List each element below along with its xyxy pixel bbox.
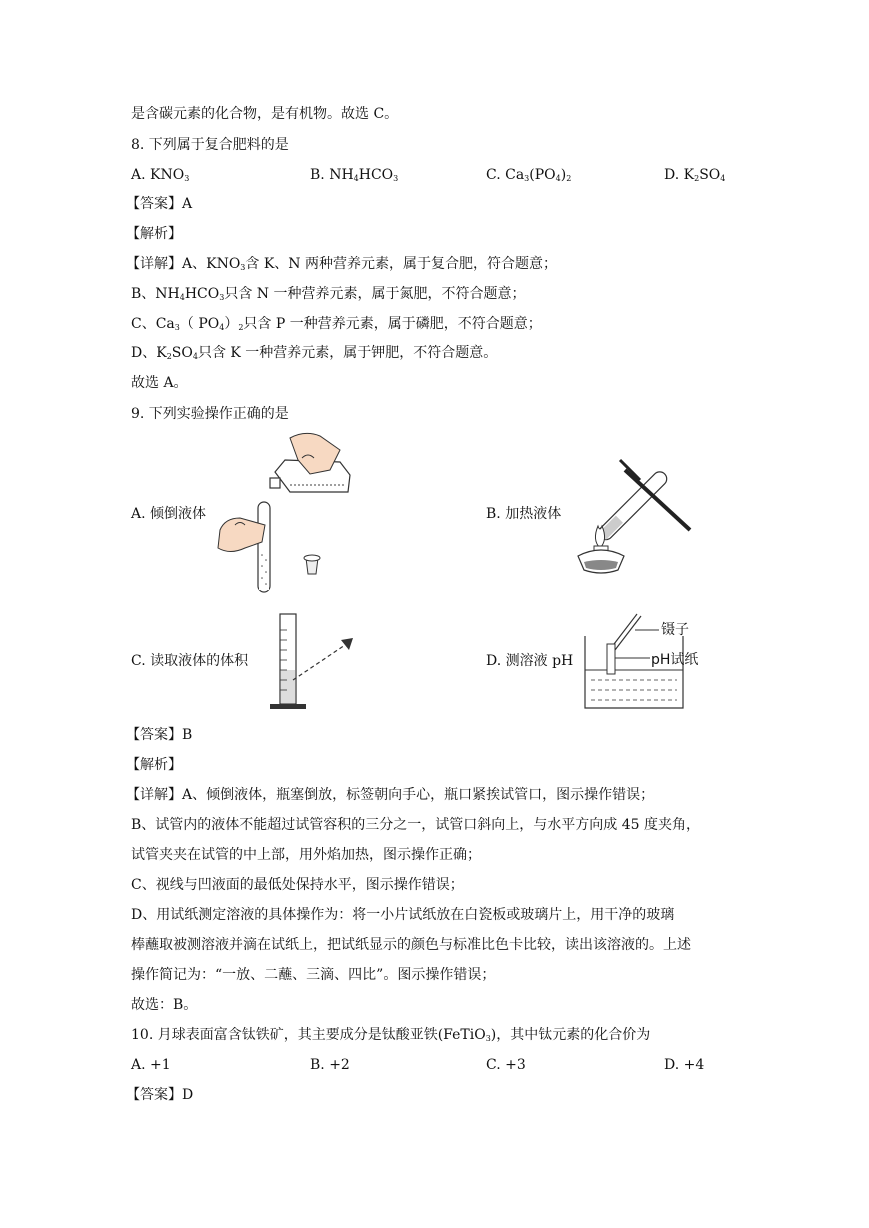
- q9-option-b-label: B. 加热液体: [486, 506, 562, 522]
- ph-paper-label: pH试纸: [651, 652, 699, 668]
- q9-option-c-label: C. 读取液体的体积: [131, 653, 249, 669]
- q9-option-a-label: A. 倾倒液体: [131, 506, 207, 522]
- q8-detail-c: C、$Ca_3$（ $PO_4)_2$只含 P 一种营养元素，属于磷肥，不符合题意；: [131, 316, 542, 332]
- q10-stem: 10. 月球表面富含钛铁矿，其主要成分是钛酸亚铁(FeTiO$_3$)，其中钛元素的化合价为: [131, 1027, 651, 1043]
- q8-stem: 8. 下列属于复合肥料的是: [131, 137, 289, 153]
- intro-line: 是含碳元素的化合物，是有机物。故选 C。: [131, 106, 399, 122]
- q9-detail-d3: 操作简记为：“一放、二蘸、三滴、四比”。图示操作错误；: [131, 967, 496, 983]
- q8-detail-d: D、$K_2SO_4$只含 K 一种营养元素，属于钾肥，不符合题意。: [131, 345, 498, 361]
- q8-detail-b: B、$NH_4HCO_3$只含 N 一种营养元素，属于氮肥，不符合题意；: [131, 286, 526, 302]
- q8-answer: 【答案】A: [126, 196, 193, 212]
- q9-detail-d2: 棒蘸取被测溶液并滴在试纸上，把试纸显示的颜色与标准比色卡比较，读出该溶液的。上述: [131, 937, 691, 953]
- q8-conclusion: 故选 A。: [131, 375, 188, 391]
- q9-detail-a: 【详解】A、倾倒液体，瓶塞倒放，标签朝向手心，瓶口紧挨试管口，图示操作错误；: [126, 787, 655, 803]
- q8-option-a: A. $KNO_3$: [131, 167, 190, 183]
- q9-detail-b2: 试管夹夹在试管的中上部，用外焰加热，图示操作正确；: [131, 847, 481, 863]
- pouring-liquid-figure: [210, 430, 360, 600]
- q9-answer: 【答案】B: [126, 727, 193, 743]
- q9-conclusion: 故选：B。: [131, 997, 198, 1013]
- q10-option-b: B. +2: [310, 1057, 350, 1073]
- reading-volume-figure: [265, 610, 365, 715]
- measure-ph-figure: [575, 608, 715, 718]
- q9-analysis-heading: 【解析】: [126, 757, 182, 773]
- q8-option-b: B. $NH_4HCO_3$: [310, 167, 399, 183]
- q8-option-c: C. $Ca_3(PO_4)_2$: [486, 167, 572, 183]
- heating-liquid-figure: [570, 430, 700, 580]
- q10-option-c: C. +3: [486, 1057, 526, 1073]
- q10-answer: 【答案】D: [126, 1087, 194, 1103]
- q8-option-d: D. $K_2SO_4$: [664, 167, 726, 183]
- q10-option-d: D. +4: [664, 1057, 705, 1073]
- q9-option-d-label: D. 测溶液 pH: [486, 653, 574, 669]
- q9-detail-c: C、视线与凹液面的最低处保持水平，图示操作错误；: [131, 877, 464, 893]
- q8-analysis-heading: 【解析】: [126, 226, 182, 242]
- q9-stem: 9. 下列实验操作正确的是: [131, 406, 289, 422]
- q10-option-a: A. +1: [131, 1057, 171, 1073]
- q8-detail-a: 【详解】A、$KNO_3$含 K、N 两种营养元素，属于复合肥，符合题意；: [126, 256, 557, 272]
- q9-detail-d1: D、用试纸测定溶液的具体操作为：将一小片试纸放在白瓷板或玻璃片上，用干净的玻璃: [131, 907, 675, 923]
- tweezers-label: 镊子: [661, 622, 689, 638]
- q9-detail-b1: B、试管内的液体不能超过试管容积的三分之一，试管口斜向上，与水平方向成 45 度夹角，: [131, 817, 701, 833]
